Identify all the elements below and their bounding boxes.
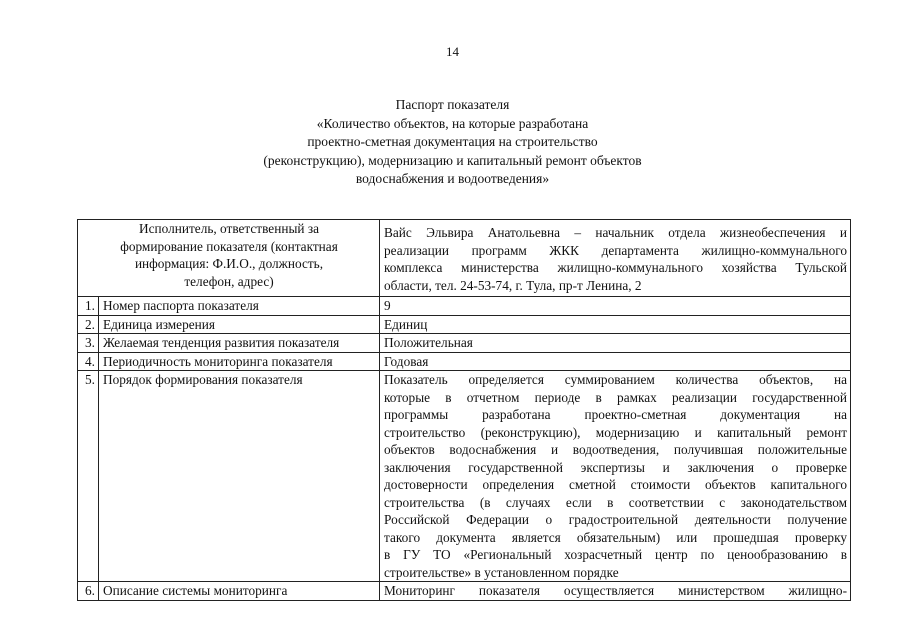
executor-label-line: формирование показателя (контактная [120,238,338,254]
row-value-line: Показатель определяется суммированием количества объектов, на [384,372,848,387]
row-value-line: такого документа является обязательным) или прошедшая проверку [384,529,848,545]
row-value-line: 9 [384,298,391,313]
row-value-line: строительство (реконструкцию), модернизацию и капитальный ремонт [384,424,848,440]
title-line: «Количество объектов, на которые разработана [316,115,589,131]
row-label: Периодичность мониторинга показателя [99,352,380,371]
row-value-line: строительстве» в установленном порядке [384,564,619,580]
table-header-row [78,220,851,297]
row-value-line: заключения государственной экспертизы и заключения о проверке [384,459,848,475]
row-number: 6. [78,582,99,601]
row-number: 4. [78,352,99,371]
row-value [380,582,851,601]
table-row [78,297,851,316]
row-value-line: Единиц [384,316,428,332]
row-value-line: которые в отчетном периоде в рамках реализации государственной [384,389,848,405]
title-line: (реконструкцию), модернизацию и капитальный ремонт объектов [263,152,642,168]
row-number: 2. [78,315,99,334]
table-row [78,334,851,353]
table-row [78,315,851,334]
row-label: Желаемая тенденция развития показателя [99,334,380,353]
row-value-line: достоверности определения сметной стоимости объектов капитального [384,477,848,492]
executor-label-line: Исполнитель, ответственный за [139,221,319,236]
executor-value-cell [380,220,851,297]
row-number: 1. [78,297,99,316]
row-value-line: строительства (в случаях если в соответствии с законодательством [384,494,848,510]
title-line: Паспорт показателя [395,97,510,112]
row-value [380,297,851,316]
row-label: Номер паспорта показателя [99,297,380,316]
document-title [0,96,905,189]
row-value-line: Мониторинг показателя осуществляется министерством жилищно- [384,583,848,598]
row-value-line: объектов водоснабжения и водоотведения, получившая положительные [384,442,848,457]
row-value [380,315,851,334]
executor-value-line: области, тел. 24-53-74, г. Тула, пр-т Ленина, 2 [384,277,642,293]
executor-value-line: реализации программ ЖКК департамента жилищно-коммунального [384,242,848,258]
row-value-line: Годовая [384,353,429,369]
executor-value-line: комплекса министерства жилищно-коммунального хозяйства Тульской [384,260,848,275]
row-number: 5. [78,371,99,582]
page-number: 14 [446,44,459,59]
row-value-line: Положительная [384,335,473,350]
table-row [78,582,851,601]
row-value-line: Российской Федерации о градостроительной деятельности получение [384,512,848,527]
executor-label-cell [78,220,380,297]
row-value-line: программы разработана проектно-сметная документация на [384,407,848,422]
row-value-line: в ГУ ТО «Региональный хозрасчетный центр по ценообразованию в [384,547,848,562]
row-label: Порядок формирования показателя [99,371,380,582]
row-value [380,334,851,353]
row-value [380,371,851,582]
row-value [380,352,851,371]
table-row [78,371,851,582]
passport-table [77,219,851,601]
executor-label-line: телефон, адрес) [184,273,274,289]
table-row [78,352,851,371]
row-number: 3. [78,334,99,353]
executor-value-line: Вайс Эльвира Анатольевна – начальник отдела жизнеобеспечения и [384,225,848,240]
row-label: Описание системы мониторинга [99,582,380,601]
title-line: водоснабжения и водоотведения» [355,171,550,186]
row-label: Единица измерения [99,315,380,334]
executor-label-line: информация: Ф.И.О., должность, [134,256,324,271]
title-line: проектно-сметная документация на строительство [307,134,598,149]
